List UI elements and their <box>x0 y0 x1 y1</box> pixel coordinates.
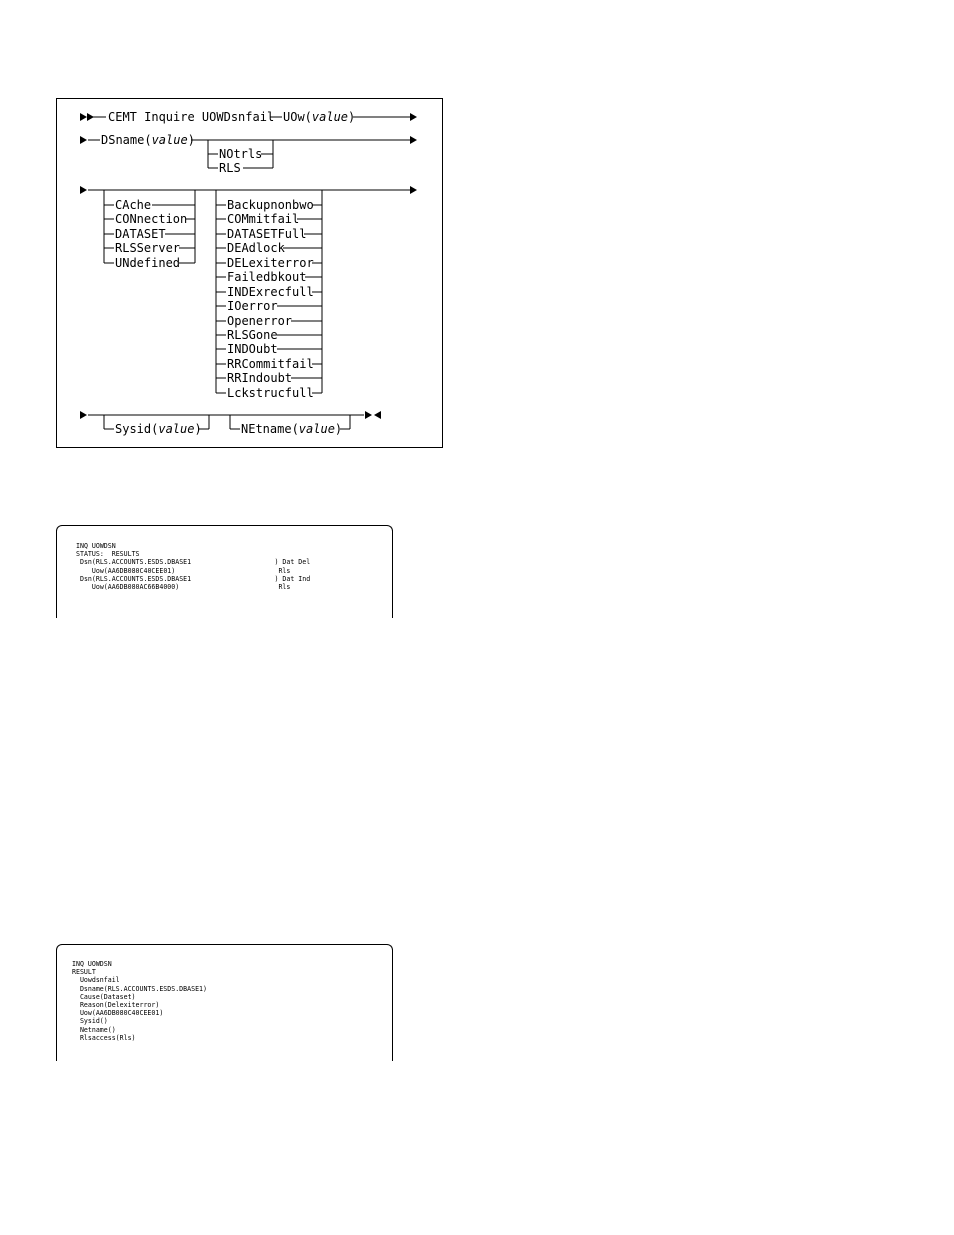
option-rls: RLS <box>219 161 241 175</box>
detail-screen <box>56 944 393 1061</box>
results-line[interactable]: Uow(AA6DB080C40CEE01) Rls <box>76 566 291 575</box>
uow-close: ) <box>348 110 356 124</box>
results-line[interactable]: Dsn(RLS.ACCOUNTS.ESDS.DBASE1 ) Dat Ind <box>76 574 311 583</box>
start-arrow-icon <box>80 113 87 121</box>
cause-option: DATASET <box>115 227 166 241</box>
cause-option: CAche <box>115 198 152 212</box>
svg-text:DSname(value) <box>101 133 195 147</box>
detail-line: Uowdsnfail <box>72 976 120 985</box>
detail-line: Cause(Dataset) <box>72 992 136 1001</box>
dsname-keyword: DSname( <box>101 133 152 147</box>
syntax-diagram-canvas <box>57 99 444 449</box>
reason-option: DEAdlock <box>227 241 285 255</box>
results-line[interactable]: Uow(AA6DB080AC66B4000) Rls <box>76 583 291 592</box>
reason-option: INDExrecfull <box>227 285 314 299</box>
netname-value: value <box>298 422 335 436</box>
continue-arrow-icon <box>410 113 417 121</box>
detail-line: Dsname(RLS.ACCOUNTS.ESDS.DBASE1) <box>72 984 207 993</box>
results-screen <box>56 525 393 618</box>
uow-keyword: UOw( <box>283 110 312 124</box>
reason-option: COMmitfail <box>227 212 300 226</box>
sysid-close: ) <box>194 422 202 436</box>
cause-option: RLSServer <box>115 241 181 255</box>
start-arrow-icon <box>87 113 94 121</box>
detail-line: INQ UOWDSN <box>72 960 112 968</box>
netname-close: ) <box>334 422 343 436</box>
dsname-close: ) <box>187 133 195 147</box>
reason-option: Lckstrucfull <box>227 386 314 400</box>
svg-text:UOw(value) <box>283 110 355 124</box>
results-line: INQ UOWDSN <box>76 542 116 550</box>
dsname-value: value <box>151 133 188 147</box>
detail-line: Sysid() <box>72 1017 108 1026</box>
end-arrow-icon <box>365 411 372 419</box>
continue-arrow-icon <box>80 186 87 194</box>
detail-line: Reason(Delexiterror) <box>72 1001 160 1010</box>
results-line: STATUS: RESULTS <box>76 550 140 559</box>
results-line[interactable]: Dsn(RLS.ACCOUNTS.ESDS.DBASE1 ) Dat Del <box>76 558 311 567</box>
detail-line: Uow(AA6DB080C40CEE01) <box>72 1009 164 1018</box>
reason-option: RRCommitfail <box>227 357 314 371</box>
syntax-diagram <box>56 98 443 448</box>
sysid-value: value <box>158 422 195 436</box>
cause-option: CONnection <box>115 212 188 226</box>
svg-text:Sysid(value) <box>115 422 202 436</box>
detail-line: RESULT <box>72 968 96 977</box>
reason-option: IOerror <box>227 299 278 313</box>
results-screen-text <box>76 542 310 591</box>
svg-text:NEtname(value) <box>241 422 342 436</box>
continue-arrow-icon <box>80 411 87 419</box>
command-name: CEMT Inquire UOWDsnfail <box>108 110 275 124</box>
uow-value: value <box>311 110 349 124</box>
reason-option: DELexiterror <box>227 256 314 270</box>
detail-line: Netname() <box>72 1025 116 1034</box>
svg-text:CEMT Inquire UOWDsnfail <box>108 110 274 124</box>
netname-keyword: NEtname( <box>241 422 299 436</box>
option-notrls: NOtrls <box>219 147 263 161</box>
detail-line: Rlsaccess(Rls) <box>72 1033 136 1042</box>
reason-option: RLSGone <box>227 328 278 342</box>
continue-arrow-icon <box>410 136 417 144</box>
end-arrow-icon <box>374 411 381 419</box>
continue-arrow-icon <box>80 136 87 144</box>
sysid-keyword: Sysid( <box>115 422 159 436</box>
reason-option: Failedbkout <box>227 270 307 284</box>
reason-option: Openerror <box>227 314 293 328</box>
reason-option: Backupnonbwo <box>227 198 314 212</box>
continue-arrow-icon <box>410 186 417 194</box>
reason-option: RRIndoubt <box>227 371 293 385</box>
detail-screen-text <box>72 960 207 1042</box>
reason-option: INDOubt <box>227 342 278 356</box>
reason-option: DATASETFull <box>227 227 307 241</box>
cause-option: UNdefined <box>115 256 181 270</box>
